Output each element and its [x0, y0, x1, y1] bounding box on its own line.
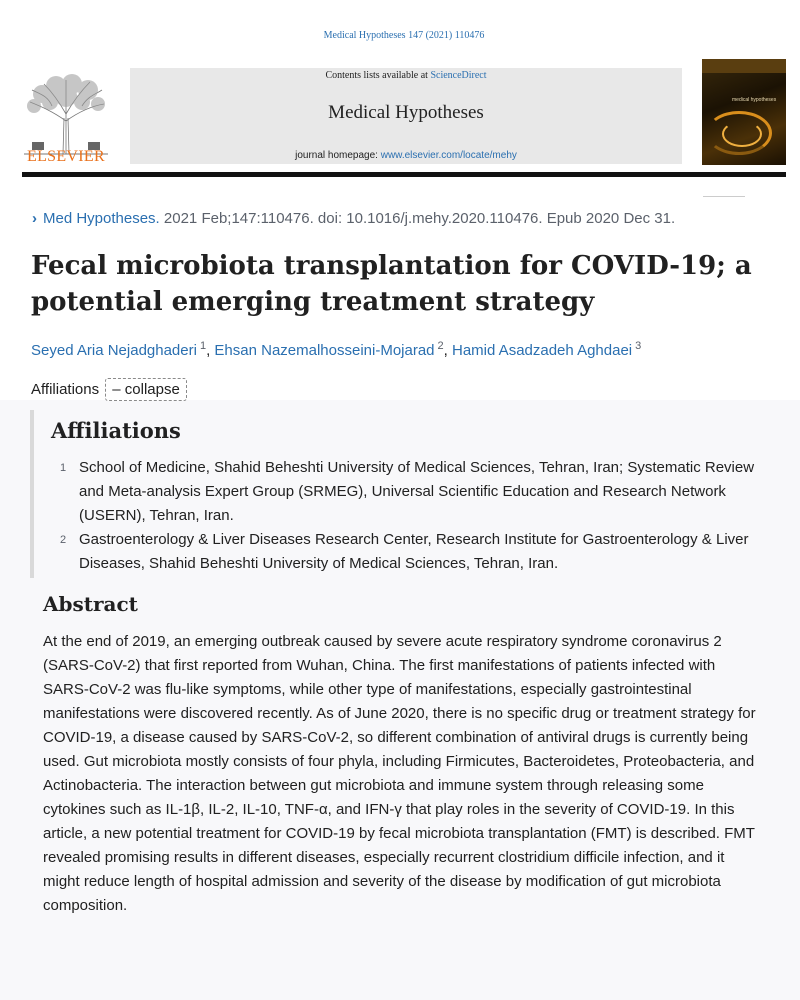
article-title: Fecal microbiota transplantation for COVID-19; a potential emerging treatment strategy: [31, 251, 752, 317]
affiliation-number: 1: [60, 462, 67, 474]
cover-swirl-graphic-inner: [722, 121, 762, 147]
author-link[interactable]: Seyed Aria Nejadghaderi: [31, 342, 197, 359]
journal-cover-image: [702, 59, 786, 165]
cover-title: medical hypotheses: [732, 97, 777, 103]
citation-line: [32, 210, 675, 227]
author-affiliation-ref[interactable]: 1: [199, 340, 207, 352]
affiliations-label: Affiliations: [31, 381, 100, 398]
homepage-line: [130, 150, 682, 161]
abstract-heading: Abstract: [43, 592, 138, 616]
affiliation-item: [54, 456, 758, 528]
journal-citation: Medical Hypotheses 147 (2021) 110476: [323, 30, 485, 41]
author-separator: ,: [206, 342, 215, 359]
affiliation-item: [54, 528, 758, 576]
citation-details: 2021 Feb;147:110476. doi: 10.1016/j.mehy.2020.110476. Epub 2020 Dec 31.: [159, 210, 676, 227]
author-list: [31, 340, 641, 359]
affiliation-text: Gastroenterology & Liver Diseases Research Center, Research Institute for Gastroenterology & Liver Diseases, Shahid Beheshti University of Medical Sciences, Tehran, Iran.: [79, 531, 749, 572]
affiliations-panel: [30, 410, 764, 578]
header-divider: [22, 172, 786, 177]
affiliations-heading: Affiliations: [51, 418, 181, 443]
elsevier-wordmark: ELSEVIER: [27, 148, 105, 165]
affiliation-text: School of Medicine, Shahid Beheshti University of Medical Sciences, Tehran, Iran; Systematic Review and Meta-analysis Expert Group (SRMEG), Universal Scientific Education and Research Network (USERN), Tehran, Iran.: [79, 459, 755, 524]
homepage-link[interactable]: www.elsevier.com/locate/mehy: [380, 150, 517, 161]
abstract-text: At the end of 2019, an emerging outbreak caused by severe acute respiratory syndrome coronavirus 2 (SARS-CoV-2) that first reported from Wuhan, China. The first manifestations of patients infected with SARS-CoV-2 was flu-like symptoms, while other type of manifestations, especially gastrointestinal manifestations were discovered recently. As of June 2020, there is no specific drug or treatment strategy for COVID-19, a disease caused by SARS-CoV-2, so different combination of antiviral drugs is currently being used. Gut microbiota mostly consists of four phyla, including Firmicutes, Bacteroidetes, Proteobacteria, and Actinobacteria. The interaction between gut microbiota and immune system through releasing some cytokines such as IL-1β, IL-2, IL-10, TNF-α, and IFN-γ that play roles in the severity of COVID-19. In this article, a new potential treatment for COVID-19 by fecal microbiota transplantation (FMT) is described. FMT revealed promising results in different diseases, especially recurrent clostridium difficile infection, and it might reduce length of hospital admission and severity of the disease by modification of gut microbiota composition.: [43, 633, 756, 914]
homepage-prefix: journal homepage:: [295, 150, 381, 161]
affiliations-toggle-row: [31, 378, 187, 401]
sciencedirect-link[interactable]: ScienceDirect: [430, 70, 487, 81]
author-link[interactable]: Hamid Asadzadeh Aghdaei: [452, 342, 633, 359]
journal-name: Medical Hypotheses: [328, 102, 484, 123]
chevron-right-icon[interactable]: ›: [32, 210, 37, 227]
affiliations-list: [54, 456, 758, 576]
contents-prefix: Contents lists available at: [325, 70, 431, 81]
author-affiliation-ref[interactable]: 2: [437, 340, 444, 352]
cover-top-band: [702, 59, 786, 73]
tab-indicator: [703, 196, 745, 199]
author-affiliation-ref[interactable]: 3: [635, 340, 642, 352]
author-link[interactable]: Ehsan Nazemalhosseini-Mojarad: [214, 342, 435, 359]
journal-abbrev-link[interactable]: Med Hypotheses.: [43, 210, 160, 227]
journal-banner: [130, 68, 682, 164]
contents-line: [130, 70, 682, 81]
author-separator: ,: [443, 342, 452, 359]
collapse-affiliations-button[interactable]: – collapse: [105, 378, 187, 401]
affiliation-number: 2: [60, 534, 67, 546]
